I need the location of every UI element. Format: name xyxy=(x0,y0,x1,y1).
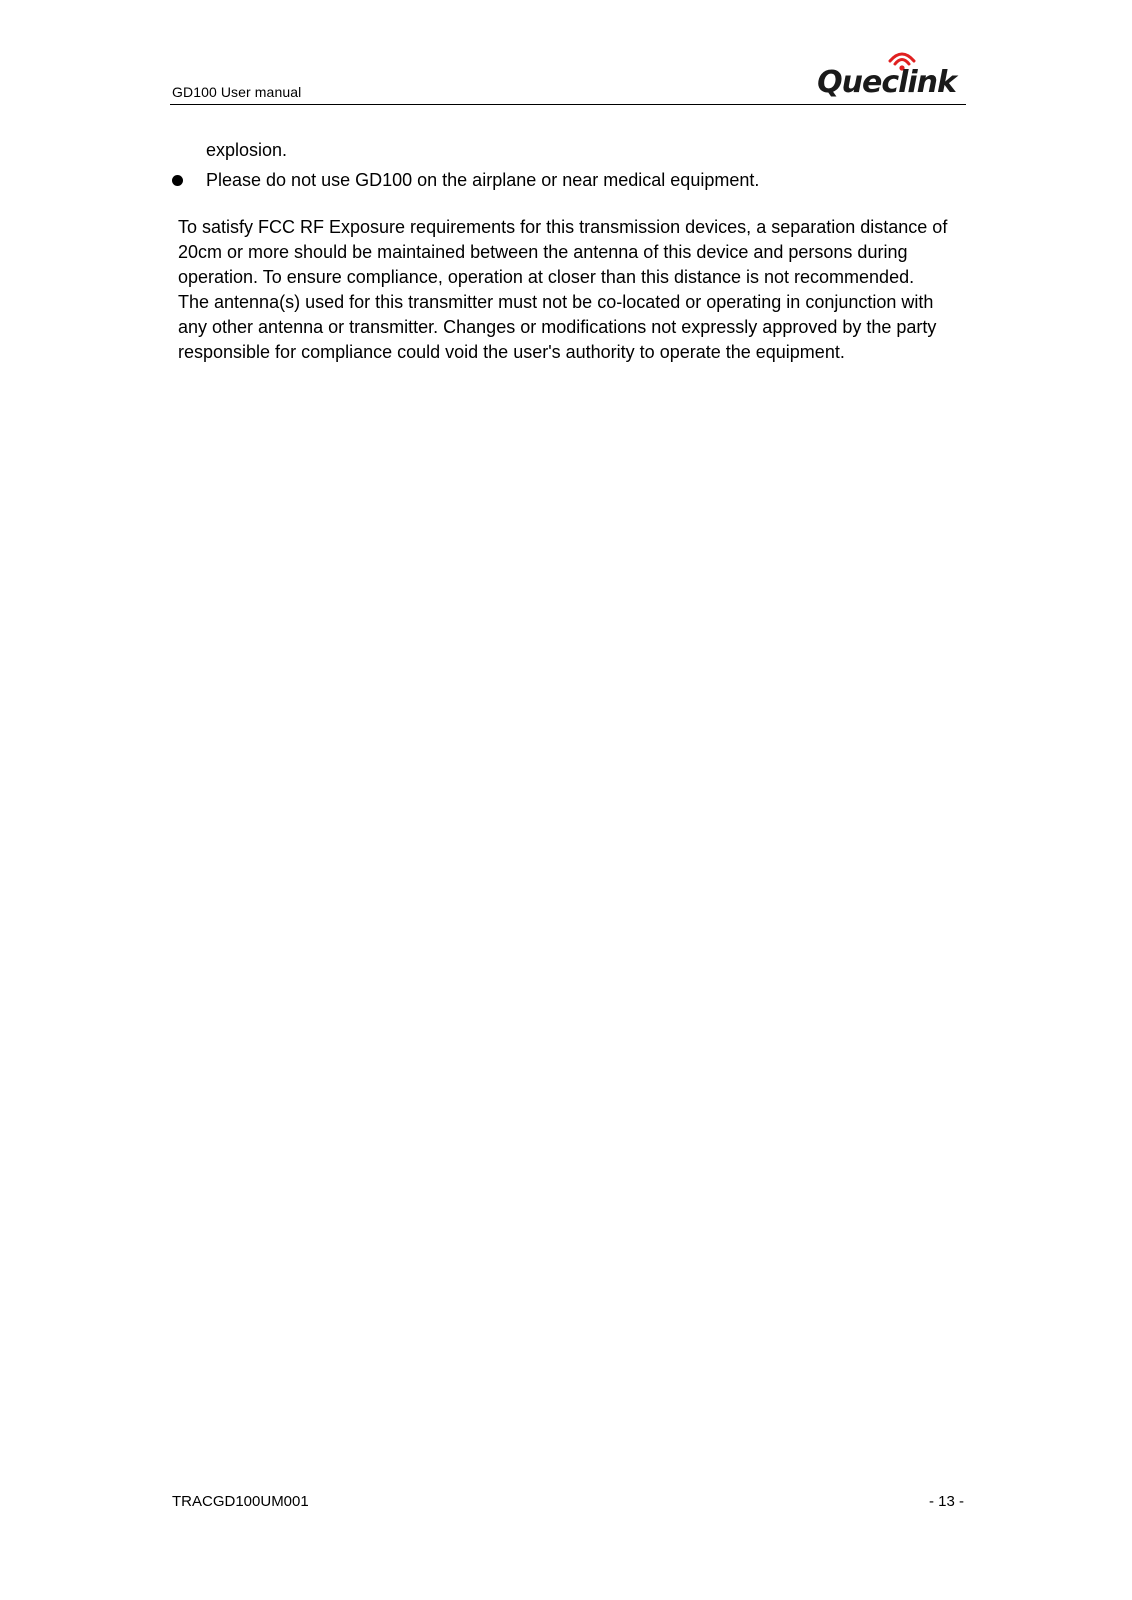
document-title: GD100 User manual xyxy=(172,84,302,100)
continuation-text: explosion. xyxy=(206,140,288,160)
list-item xyxy=(170,168,970,193)
page-content xyxy=(170,138,970,365)
document-code: TRACGD100UM001 xyxy=(172,1493,309,1510)
fcc-exposure-paragraph: To satisfy FCC RF Exposure requirements for this transmission devices, a separation distance of 20cm or more should be maintained between the antenna of this device and persons during operation. To ensure compliance, operation at closer than this distance is not recommended. The antenna(s) used for this transmitter must not be co-located or operating in conjunction with any other antenna or transmitter. Changes or modifications not expressly approved by the party responsible for compliance could void the user's authority to operate the equipment. xyxy=(178,217,948,362)
bullet-icon xyxy=(172,175,183,186)
logo-wordmark: Queclink xyxy=(817,65,956,100)
page-number: - 13 - xyxy=(928,1493,964,1510)
bullet-list xyxy=(170,168,970,193)
queclink-logo xyxy=(806,49,956,101)
page-header xyxy=(170,52,966,105)
list-item-text: Please do not use GD100 on the airplane or near medical equipment. xyxy=(206,170,760,190)
